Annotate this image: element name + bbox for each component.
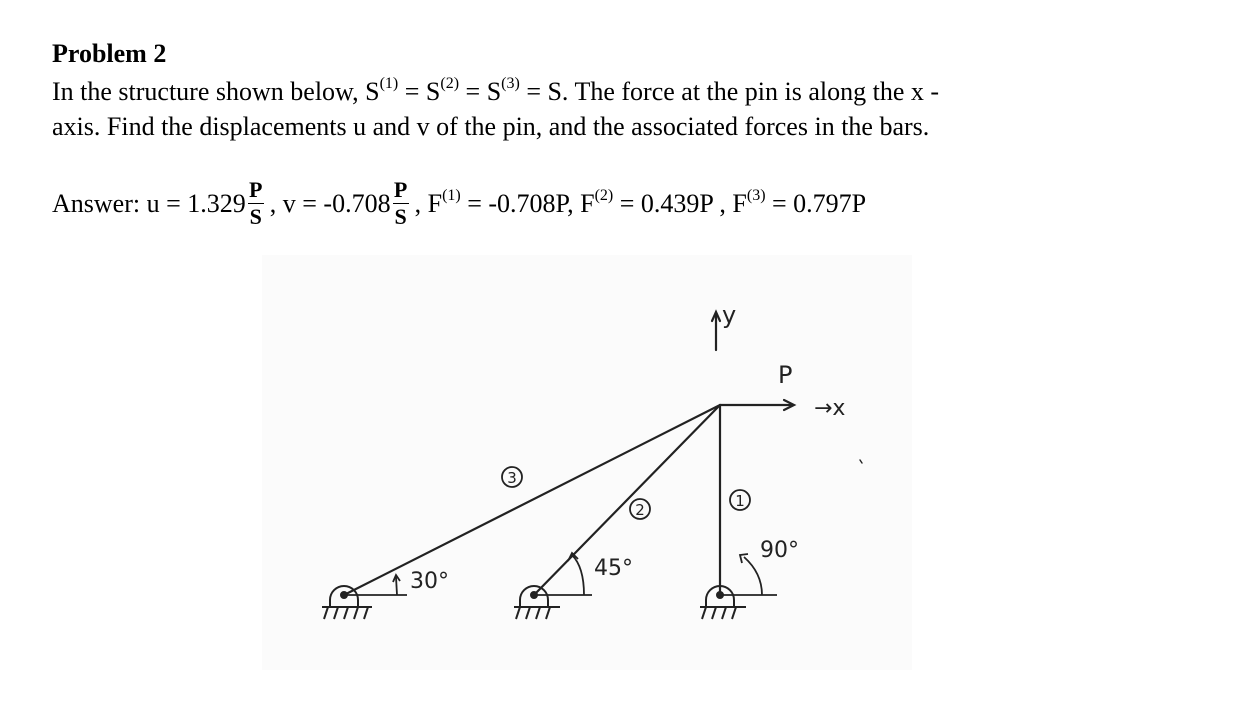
answer-text: , F bbox=[414, 188, 443, 218]
problem-statement bbox=[52, 74, 1192, 144]
superscript: (1) bbox=[379, 75, 399, 93]
answer-text: = -0.708P, F bbox=[460, 188, 595, 218]
fraction-p-over-s bbox=[393, 178, 409, 229]
statement-text: = S bbox=[398, 77, 441, 106]
superscript: (2) bbox=[440, 75, 460, 93]
fraction-numerator: P bbox=[393, 177, 408, 202]
angle-arc-30 bbox=[396, 577, 397, 595]
superscript: (2) bbox=[594, 186, 614, 204]
superscript: (1) bbox=[442, 186, 461, 204]
truss-diagram bbox=[262, 255, 912, 670]
answer-u: Answer: u = 1.329 bbox=[52, 188, 246, 218]
angle-45-label: 45° bbox=[594, 556, 633, 581]
answer-forces bbox=[415, 188, 867, 220]
angle-30-label: 30° bbox=[410, 569, 449, 594]
y-axis-label: y bbox=[722, 301, 737, 329]
fraction-numerator: P bbox=[249, 177, 263, 202]
problem-title: Problem 2 bbox=[52, 39, 167, 68]
superscript: (3) bbox=[746, 186, 766, 204]
answer-v: , v = -0.708 bbox=[269, 188, 391, 218]
bar-1-label: 1 bbox=[735, 492, 745, 510]
answer-text: = 0.439P , F bbox=[613, 188, 747, 218]
statement-text: = S bbox=[459, 77, 502, 106]
angle-90-label: 90° bbox=[760, 538, 799, 563]
fraction-p-over-s bbox=[248, 178, 264, 229]
statement-text: In the structure shown below, S bbox=[52, 77, 380, 106]
bar-3-label: 3 bbox=[507, 469, 517, 487]
pin-support-c bbox=[700, 586, 746, 619]
fraction-denominator: S bbox=[394, 204, 407, 229]
statement-text: = S. The force at the pin is along the x - bbox=[519, 77, 940, 106]
bar-2-label: 2 bbox=[635, 501, 645, 519]
superscript: (3) bbox=[501, 75, 520, 93]
truss-figure bbox=[262, 255, 912, 670]
load-label: P bbox=[778, 361, 793, 389]
pin-support-a bbox=[322, 586, 372, 619]
statement-text: axis. Find the displacements u and v of the pin, and the associated forces in the bars. bbox=[52, 112, 930, 141]
angle-arc-45 bbox=[572, 555, 584, 595]
answer-text: = 0.797P bbox=[765, 188, 867, 218]
x-axis-label: →x bbox=[814, 396, 846, 421]
answer-line bbox=[52, 178, 866, 229]
bar-3 bbox=[344, 405, 720, 595]
fraction-denominator: S bbox=[249, 204, 262, 229]
